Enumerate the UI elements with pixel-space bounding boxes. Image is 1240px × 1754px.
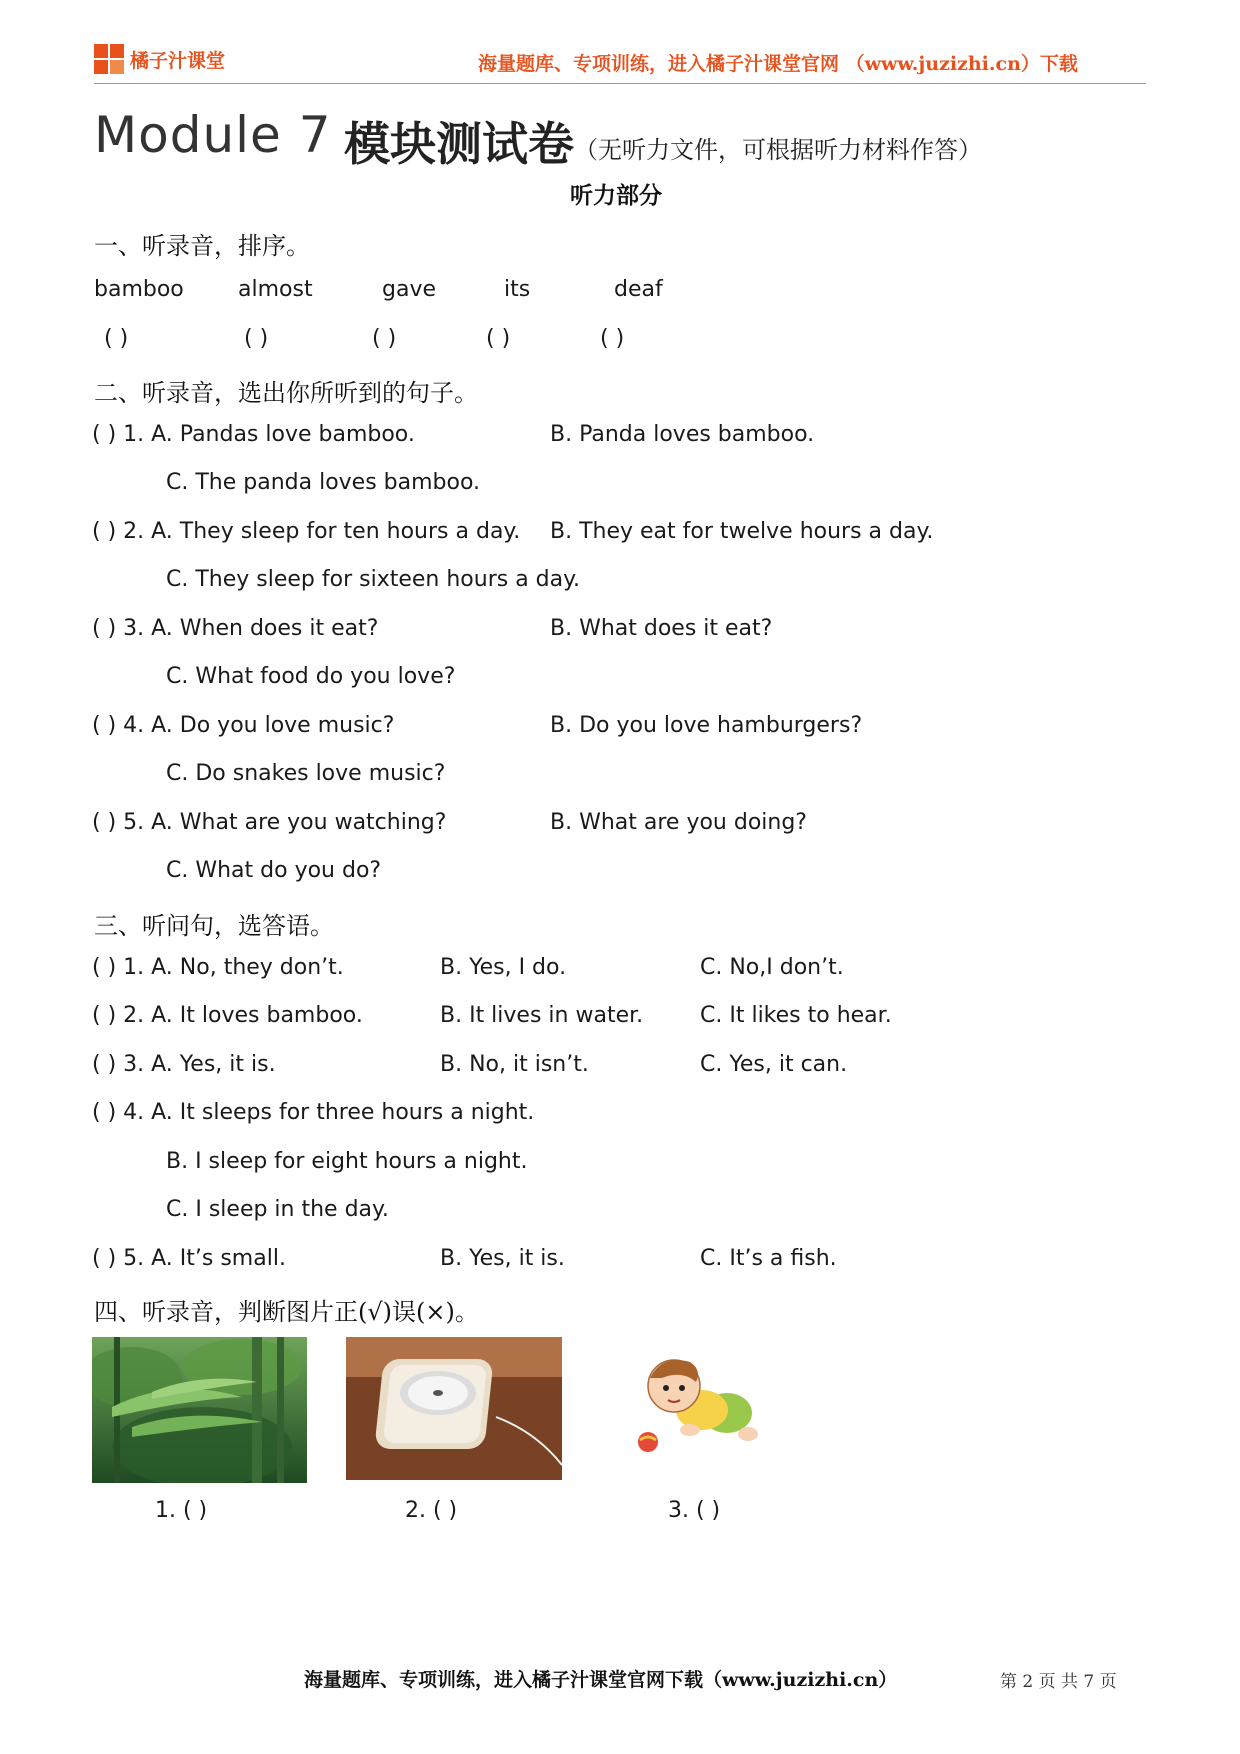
cd-player-photo <box>346 1337 562 1480</box>
q4-picture-label[interactable]: 1. ( ) <box>155 1498 208 1523</box>
q1-blank[interactable]: ( ) <box>600 326 625 351</box>
q2-item-a: ( ) 2. A. They sleep for ten hours a day. <box>92 519 521 544</box>
q3-item-c: C. It likes to hear. <box>700 1003 892 1028</box>
q1-word: bamboo <box>94 277 184 302</box>
crawling-baby-illustration <box>632 1348 767 1468</box>
q1-blank[interactable]: ( ) <box>244 326 269 351</box>
q2-item-a: ( ) 1. A. Pandas love bamboo. <box>92 422 415 447</box>
q3-item-b: B. I sleep for eight hours a night. <box>166 1149 528 1174</box>
q2-item-c: C. They sleep for sixteen hours a day. <box>166 567 580 592</box>
q3-item-b: B. No, it isn’t. <box>440 1052 589 1077</box>
title-note: （无听力文件，可根据听力材料作答） <box>574 136 982 164</box>
bamboo-photo <box>92 1337 307 1483</box>
q3-item-c: C. Yes, it can. <box>700 1052 848 1077</box>
q3-item-a: ( ) 3. A. Yes, it is. <box>92 1052 276 1077</box>
page-number: 第 2 页 共 7 页 <box>1000 1672 1117 1692</box>
q3-item-c: C. I sleep in the day. <box>166 1197 389 1222</box>
q1-word: almost <box>238 277 313 302</box>
q2-item-c: C. The panda loves bamboo. <box>166 470 481 495</box>
header-divider <box>94 83 1146 84</box>
q3-item-c: C. No,I don’t. <box>700 955 844 980</box>
q1-word: its <box>504 277 531 302</box>
q3-item-c: C. It’s a fish. <box>700 1246 837 1271</box>
q2-item-c: C. What food do you love? <box>166 664 456 689</box>
section-heading: 听力部分 <box>570 182 662 209</box>
footer-slogan: 海量题库、专项训练，进入橘子汁课堂官网下载（www.juzizhi.cn） <box>304 1669 898 1691</box>
q3-item-b: B. Yes, I do. <box>440 955 567 980</box>
title-test: 模块测试卷 <box>344 117 574 171</box>
q1-blank[interactable]: ( ) <box>372 326 397 351</box>
q2-item-a: ( ) 4. A. Do you love music? <box>92 713 395 738</box>
q2-item-a: ( ) 5. A. What are you watching? <box>92 810 447 835</box>
q3-item-a: ( ) 1. A. No, they don’t. <box>92 955 344 980</box>
q3-item-b: B. Yes, it is. <box>440 1246 565 1271</box>
q2-item-a: ( ) 3. A. When does it eat? <box>92 616 379 641</box>
q1-blank[interactable]: ( ) <box>486 326 511 351</box>
logo-icon <box>94 44 126 76</box>
q1-word: deaf <box>614 277 663 302</box>
q4-picture-label[interactable]: 2. ( ) <box>405 1498 458 1523</box>
q3-item-a: ( ) 5. A. It’s small. <box>92 1246 286 1271</box>
header-slogan: 海量题库、专项训练，进入橘子汁课堂官网 （www.juzizhi.cn）下载 <box>478 53 1078 75</box>
q3-item-b: B. It lives in water. <box>440 1003 644 1028</box>
q2-item-b: B. What are you doing? <box>550 810 807 835</box>
q2-item-b: B. Do you love hamburgers? <box>550 713 863 738</box>
q4-heading: 四、听录音，判断图片正(√)误(×)。 <box>94 1298 479 1326</box>
q4-picture-label[interactable]: 3. ( ) <box>668 1498 721 1523</box>
title-module: Module 7 <box>94 106 332 164</box>
logo-text: 橘子汁课堂 <box>130 50 226 72</box>
q1-blank[interactable]: ( ) <box>104 326 129 351</box>
q1-word: gave <box>382 277 437 302</box>
q3-item-a: ( ) 4. A. It sleeps for three hours a night. <box>92 1100 535 1125</box>
q2-item-b: B. What does it eat? <box>550 616 773 641</box>
q2-item-c: C. What do you do? <box>166 858 382 883</box>
q1-heading: 一、听录音，排序。 <box>94 232 310 260</box>
q3-item-a: ( ) 2. A. It loves bamboo. <box>92 1003 363 1028</box>
q2-heading: 二、听录音，选出你所听到的句子。 <box>94 379 478 407</box>
q3-heading: 三、听问句，选答语。 <box>94 912 334 940</box>
q2-item-b: B. They eat for twelve hours a day. <box>550 519 934 544</box>
q2-item-b: B. Panda loves bamboo. <box>550 422 815 447</box>
q2-item-c: C. Do snakes love music? <box>166 761 446 786</box>
